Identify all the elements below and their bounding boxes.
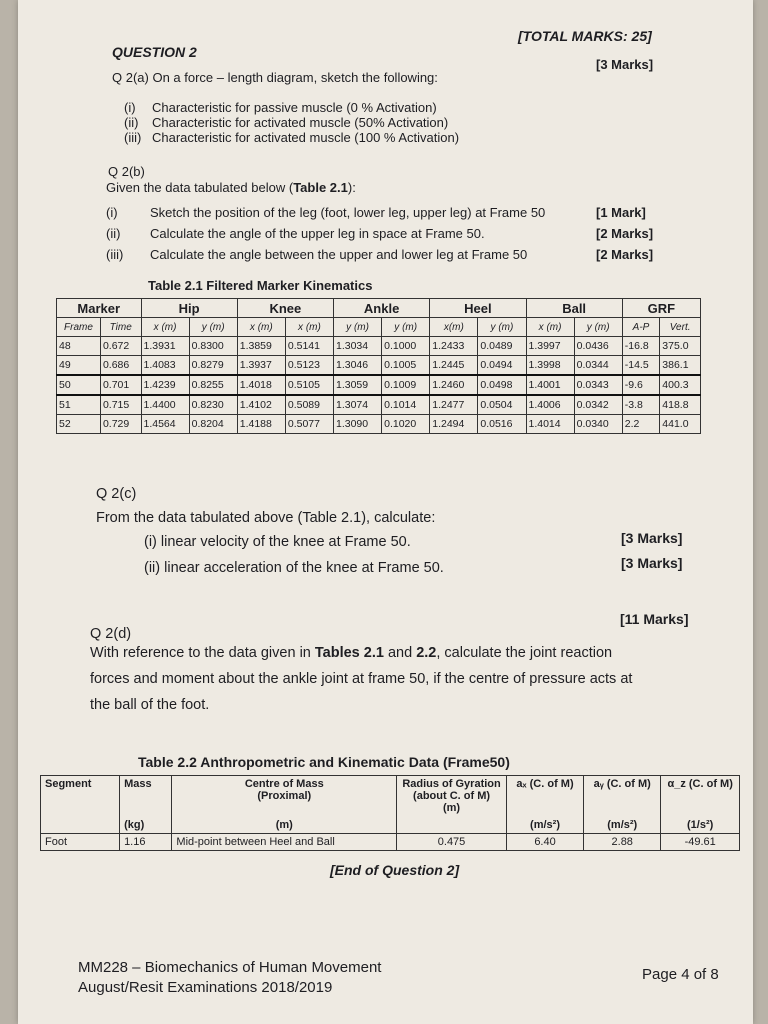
table-cell: 0.672	[100, 337, 141, 356]
marker-kinematics-table	[56, 298, 701, 434]
table-cell: 0.8230	[189, 395, 237, 415]
table-row	[57, 356, 701, 376]
table-cell: 400.3	[660, 375, 701, 395]
table-cell: 0.1020	[382, 415, 430, 434]
q2a-marks: [3 Marks]	[596, 57, 654, 72]
table-cell: 0.0343	[574, 375, 622, 395]
table-cell: 1.4188	[237, 415, 285, 434]
cell: 2.88	[584, 834, 661, 851]
table-cell: 50	[57, 375, 101, 395]
table-cell: 1.4001	[526, 375, 574, 395]
cell: -49.61	[661, 834, 740, 851]
table-cell: 375.0	[660, 337, 701, 356]
table-cell: 1.3034	[334, 337, 382, 356]
q2c-marks: [3 Marks]	[621, 555, 683, 571]
table-cell: 1.4239	[141, 375, 189, 395]
table-cell: 1.4400	[141, 395, 189, 415]
table-cell: -9.6	[622, 375, 660, 395]
table-cell: 1.4083	[141, 356, 189, 376]
subheader-cell: x(m)	[430, 318, 478, 337]
q2c-item: (ii) linear acceleration of the knee at Frame 50.	[144, 560, 444, 576]
table-cell: 0.0516	[478, 415, 526, 434]
table-cell: 0.0342	[574, 395, 622, 415]
subheader-cell: A-P	[622, 318, 660, 337]
table-row	[41, 834, 740, 851]
cell: 0.475	[397, 834, 507, 851]
table-cell: 1.4014	[526, 415, 574, 434]
table-cell: -14.5	[622, 356, 660, 376]
table2-caption: Table 2.2 Anthropometric and Kinematic Data (Frame50)	[138, 754, 510, 770]
table-cell: 1.3937	[237, 356, 285, 376]
group-header: Ball	[526, 299, 622, 318]
table-cell: 0.686	[100, 356, 141, 376]
table-cell: 2.2	[622, 415, 660, 434]
q2b-label: Q 2(b)	[108, 164, 145, 179]
table-cell: 52	[57, 415, 101, 434]
q2b-list	[106, 202, 666, 265]
table-row	[57, 375, 701, 395]
header-cell: α_z (C. of M) (1/s²)	[661, 776, 740, 834]
table-cell: 1.2433	[430, 337, 478, 356]
q2a-list	[124, 100, 459, 145]
subheader-cell: x (m)	[237, 318, 285, 337]
table-cell: 1.2494	[430, 415, 478, 434]
group-header: Hip	[141, 299, 237, 318]
subheader-cell: x (m)	[285, 318, 333, 337]
cell: 1.16	[120, 834, 172, 851]
table-row	[57, 337, 701, 356]
subheader-cell: Time	[100, 318, 141, 337]
exam-page	[18, 0, 753, 1024]
table-header-row	[41, 776, 740, 834]
group-header: Ankle	[334, 299, 430, 318]
subheader-cell: Vert.	[660, 318, 701, 337]
table-cell: 1.3998	[526, 356, 574, 376]
table-cell: 1.3059	[334, 375, 382, 395]
page-number: Page 4 of 8	[642, 966, 719, 983]
header-cell: aₓ (C. of M) (m/s²)	[506, 776, 583, 834]
table-cell: -3.8	[622, 395, 660, 415]
subheader-cell: x (m)	[141, 318, 189, 337]
table-cell: 51	[57, 395, 101, 415]
table-cell: 0.8300	[189, 337, 237, 356]
table-cell: 0.8279	[189, 356, 237, 376]
table-cell: 0.1000	[382, 337, 430, 356]
q2a-item: (iii) Characteristic for activated muscle (100 % Activation)	[124, 130, 460, 145]
table-cell: 0.715	[100, 395, 141, 415]
subheader-cell: y (m)	[189, 318, 237, 337]
q2c-item: (i) linear velocity of the knee at Frame 50.	[144, 534, 411, 550]
header-cell: Segment	[41, 776, 120, 834]
subheader-cell: y (m)	[382, 318, 430, 337]
table-cell: 1.3046	[334, 356, 382, 376]
header-cell: Centre of Mass (Proximal) (m)	[172, 776, 397, 834]
table-row	[57, 395, 701, 415]
q2b-item: (i) Sketch the position of the leg (foot, lower leg, upper leg) at Frame 50 [1 Mark]	[106, 205, 646, 220]
table-cell: 0.0489	[478, 337, 526, 356]
anthropometric-table	[40, 775, 740, 851]
q2d-label: Q 2(d)	[90, 626, 132, 642]
header-cell: Radius of Gyration (about C. of M) (m)	[397, 776, 507, 834]
q2a-prompt	[112, 70, 438, 85]
table-cell: 48	[57, 337, 101, 356]
q2b-intro: Given the data tabulated below (Table 2.1):	[106, 180, 356, 195]
total-marks: [TOTAL MARKS: 25]	[518, 28, 652, 44]
table-cell: 1.3931	[141, 337, 189, 356]
q2a-item: (i) Characteristic for passive muscle (0 % Activation)	[124, 100, 437, 115]
table-cell: 0.0504	[478, 395, 526, 415]
table-cell: 0.5077	[285, 415, 333, 434]
table-cell: 0.0494	[478, 356, 526, 376]
q2a-label: Q 2(a)	[112, 70, 149, 85]
table-cell: 0.701	[100, 375, 141, 395]
table-row	[57, 415, 701, 434]
cell: Foot	[41, 834, 120, 851]
table-group-header	[57, 299, 701, 318]
table-cell: 441.0	[660, 415, 701, 434]
table-cell: 0.8255	[189, 375, 237, 395]
group-header: Marker	[57, 299, 142, 318]
table-cell: 1.3859	[237, 337, 285, 356]
question-title: QUESTION 2	[112, 44, 197, 60]
table-cell: 418.8	[660, 395, 701, 415]
table-cell: 49	[57, 356, 101, 376]
q2d-marks: [11 Marks]	[620, 611, 689, 627]
table-body	[57, 337, 701, 434]
table-cell: 1.3997	[526, 337, 574, 356]
q2a-text: On a force – length diagram, sketch the following:	[152, 70, 438, 85]
table-cell: 0.1014	[382, 395, 430, 415]
table-cell: 1.2445	[430, 356, 478, 376]
header-cell: aᵧ (C. of M) (m/s²)	[584, 776, 661, 834]
table-cell: 386.1	[660, 356, 701, 376]
table-cell: 0.5141	[285, 337, 333, 356]
subheader-cell: Frame	[57, 318, 101, 337]
q2c-marks: [3 Marks]	[621, 530, 683, 546]
table-cell: 1.4018	[237, 375, 285, 395]
table-cell: 0.5123	[285, 356, 333, 376]
table-cell: 0.729	[100, 415, 141, 434]
group-header: Heel	[430, 299, 526, 318]
q2a-item: (ii) Characteristic for activated muscle (50% Activation)	[124, 115, 449, 130]
table-cell: 1.2460	[430, 375, 478, 395]
table-cell: 0.8204	[189, 415, 237, 434]
table-cell: 0.0498	[478, 375, 526, 395]
table-cell: 0.0344	[574, 356, 622, 376]
cell: 6.40	[506, 834, 583, 851]
q2b-item: (ii) Calculate the angle of the upper leg in space at Frame 50. [2 Marks]	[106, 226, 654, 241]
q2b-item: (iii) Calculate the angle between the upper and lower leg at Frame 50 [2 Marks]	[106, 247, 654, 262]
q2d-text: With reference to the data given in Tables 2.1 and 2.2, calculate the joint reaction forces and moment about the ankle joint at frame 50, if the centre of pressure acts at the ball of the foot.	[90, 645, 633, 713]
footer-course: MM228 – Biomechanics of Human Movement August/Resit Examinations 2018/2019	[78, 959, 382, 996]
table-cell: 1.4102	[237, 395, 285, 415]
table-cell: 0.5105	[285, 375, 333, 395]
table1-caption: Table 2.1 Filtered Marker Kinematics	[148, 278, 373, 293]
table-cell: 0.1005	[382, 356, 430, 376]
q2c-text: From the data tabulated above (Table 2.1), calculate:	[96, 510, 436, 526]
table-cell: 1.4006	[526, 395, 574, 415]
end-note: [End of Question 2]	[330, 862, 460, 878]
subheader-cell: x (m)	[526, 318, 574, 337]
table-cell: 0.1009	[382, 375, 430, 395]
cell: Mid-point between Heel and Ball	[172, 834, 397, 851]
group-header: Knee	[237, 299, 333, 318]
table-cell: 0.0340	[574, 415, 622, 434]
table-cell: 1.3090	[334, 415, 382, 434]
table-cell: -16.8	[622, 337, 660, 356]
group-header: GRF	[622, 299, 700, 318]
table-cell: 1.2477	[430, 395, 478, 415]
table-cell: 1.4564	[141, 415, 189, 434]
q2c-label: Q 2(c)	[96, 486, 137, 502]
table-cell: 0.5089	[285, 395, 333, 415]
table-subheader	[57, 318, 701, 337]
table-cell: 1.3074	[334, 395, 382, 415]
table-cell: 0.0436	[574, 337, 622, 356]
subheader-cell: y (m)	[334, 318, 382, 337]
subheader-cell: y (m)	[478, 318, 526, 337]
subheader-cell: y (m)	[574, 318, 622, 337]
header-cell: Mass (kg)	[120, 776, 172, 834]
